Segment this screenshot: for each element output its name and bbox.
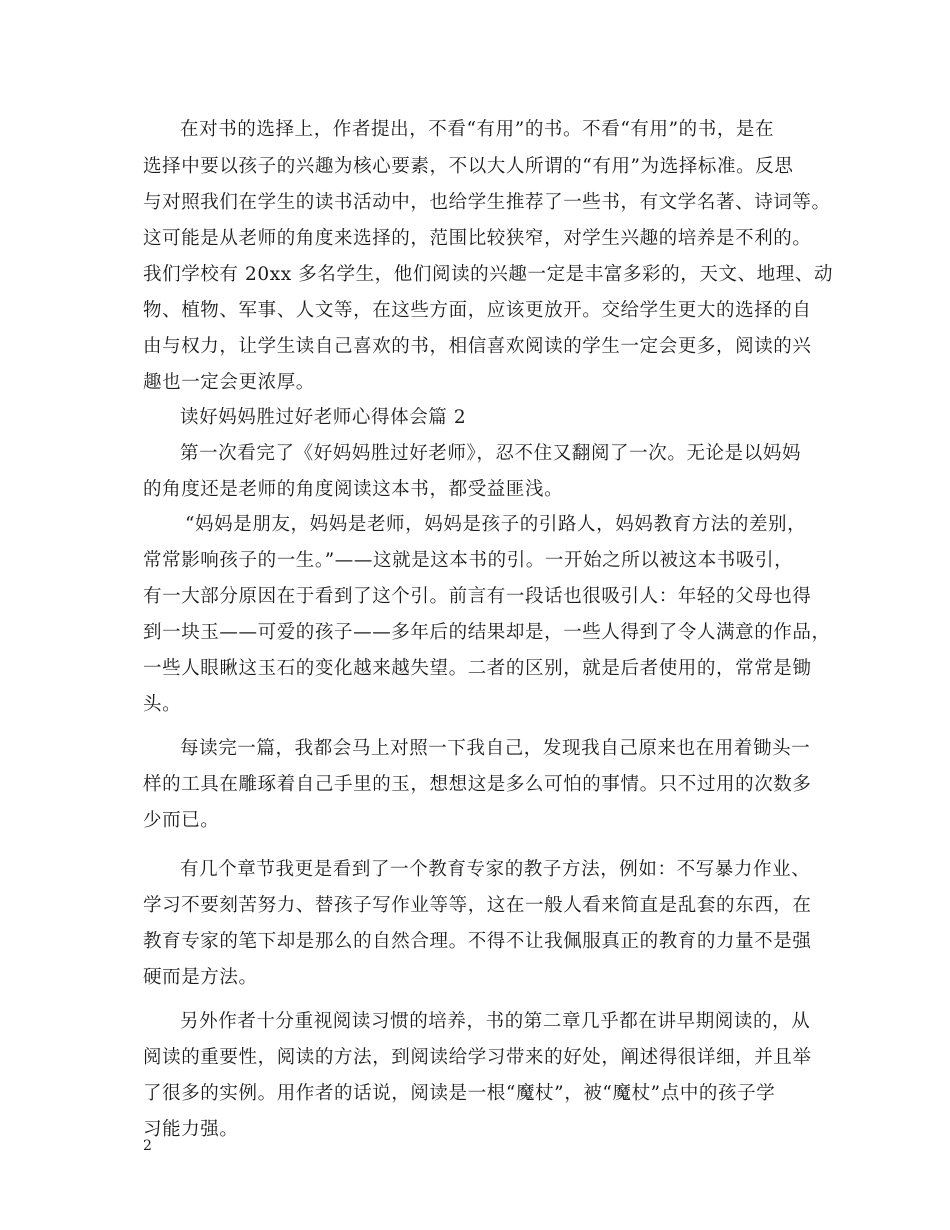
- paragraph-3-line-4: 到一块玉——可爱的孩子——多年后的结果却是，一些人得到了令人满意的作品，: [143, 622, 831, 643]
- paragraph-6-line-1: 另外作者十分重视阅读习惯的培养，书的第二章几乎都在讲早期阅读的，从: [180, 1011, 811, 1032]
- paragraph-1-line-2: 选择中要以孩子的兴趣为核心要素，不以大人所谓的“有用”为选择标准。反思: [143, 156, 794, 177]
- paragraph-2-line-2: 的角度还是老师的角度阅读这本书，都受益匪浅。: [143, 479, 564, 500]
- paragraph-3-line-2: 常常影响孩子的一生。”——这就是这本书的引。一开始之所以被这本书吸引，: [143, 550, 794, 571]
- paragraph-2-line-1: 第一次看完了《好妈妈胜过好老师》，忍不住又翻阅了一次。无论是以妈妈: [180, 443, 802, 464]
- paragraph-5-line-1: 有几个章节我更是看到了一个教育专家的教子方法，例如：不写暴力作业、: [180, 859, 811, 880]
- paragraph-4-line-3: 少而已。: [143, 810, 220, 831]
- paragraph-1-line-1: 在对书的选择上，作者提出，不看“有用”的书。不看“有用”的书，是在: [180, 119, 775, 140]
- paragraph-4-line-1: 每读完一篇，我都会马上对照一下我自己，发现我自己原来也在用着锄头一: [180, 738, 811, 759]
- paragraph-4-line-2: 样的工具在雕琢着自己手里的玉，想想这是多么可怕的事情。只不过用的次数多: [143, 774, 812, 795]
- paragraph-6-line-3: 了很多的实例。用作者的话说，阅读是一根“魔杖”，被“魔杖”点中的孩子学: [143, 1083, 776, 1104]
- page-number: 2: [143, 1138, 152, 1154]
- paragraph-1-line-5: 我们学校有 20xx 多名学生，他们阅读的兴趣一定是丰富多彩的，天文、地理、动: [143, 264, 834, 285]
- section-heading: 读好妈妈胜过好老师心得体会篇 2: [180, 407, 467, 428]
- paragraph-1-line-3: 与对照我们在学生的读书活动中，也给学生推荐了一些书，有文学名著、诗词等。: [143, 192, 831, 213]
- paragraph-5-line-3: 教育专家的笔下却是那么的自然合理。不得不让我佩服真正的教育的力量不是强: [143, 931, 812, 952]
- paragraph-1-line-8: 趣也一定会更浓厚。: [143, 372, 315, 393]
- paragraph-5-line-4: 硬而是方法。: [143, 967, 258, 988]
- paragraph-3-line-5: 一些人眼瞅这玉石的变化越来越失望。二者的区别，就是后者使用的，常常是锄: [143, 658, 812, 679]
- paragraph-3-line-3: 有一大部分原因在于看到了这个引。前言有一段话也很吸引人：年轻的父母也得: [143, 586, 812, 607]
- paragraph-5-line-2: 学习不要刻苦努力、替孩子写作业等等，这在一般人看来简直是乱套的东西，在: [143, 895, 812, 916]
- paragraph-6-line-4: 习能力强。: [143, 1119, 239, 1140]
- paragraph-3-line-1: “妈妈是朋友，妈妈是老师，妈妈是孩子的引路人，妈妈教育方法的差别，: [185, 514, 807, 535]
- paragraph-3-line-6: 头。: [143, 694, 182, 715]
- paragraph-6-line-2: 阅读的重要性，阅读的方法，到阅读给学习带来的好处，阐述得很详细，并且举: [143, 1047, 812, 1068]
- paragraph-1-line-6: 物、植物、军事、人文等，在这些方面，应该更放开。交给学生更大的选择的自: [143, 300, 812, 321]
- paragraph-1-line-7: 由与权力，让学生读自己喜欢的书，相信喜欢阅读的学生一定会更多，阅读的兴: [143, 336, 812, 357]
- paragraph-1-line-4: 这可能是从老师的角度来选择的，范围比较狭窄，对学生兴趣的培养是不利的。: [143, 228, 812, 249]
